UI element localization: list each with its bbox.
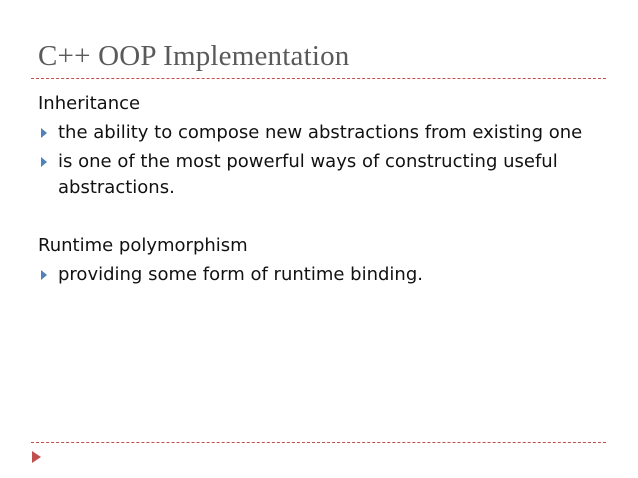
bullet-text: the ability to compose new abstractions from existing one <box>58 122 583 143</box>
footer-triangle-icon <box>32 451 41 463</box>
bullet-item <box>38 120 598 146</box>
title-divider <box>31 78 606 79</box>
footer-divider <box>31 442 606 443</box>
bullet-item <box>38 262 598 288</box>
bullet-triangle-icon <box>41 128 47 138</box>
section-heading-runtime-polymorphism: Runtime polymorphism <box>38 235 248 256</box>
bullet-triangle-icon <box>41 270 47 280</box>
slide-title: C++ OOP Implementation <box>38 40 350 72</box>
bullet-item <box>38 149 598 201</box>
bullet-triangle-icon <box>41 157 47 167</box>
slide-body <box>38 91 598 288</box>
bullet-text: providing some form of runtime binding. <box>58 264 423 285</box>
section-heading-inheritance: Inheritance <box>38 93 141 114</box>
bullet-text: is one of the most powerful ways of constructing useful abstractions. <box>58 151 558 198</box>
